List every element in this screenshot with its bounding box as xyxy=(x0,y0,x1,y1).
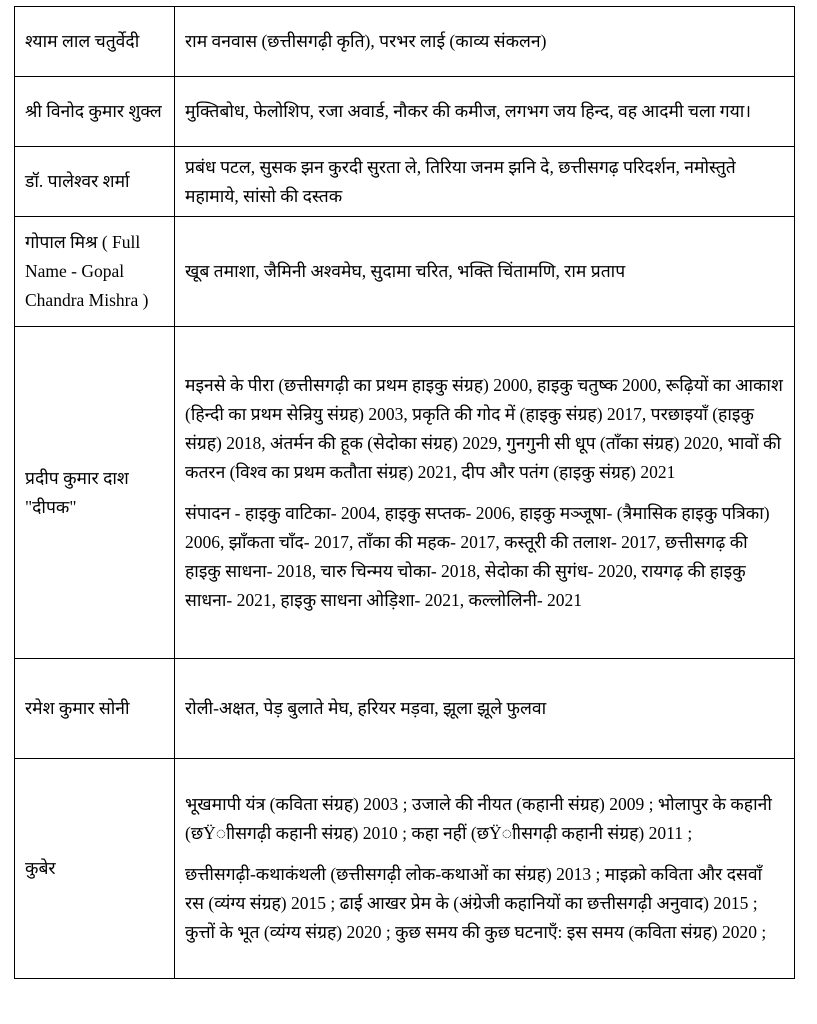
table-row xyxy=(15,77,795,147)
works-text: खूब तमाशा, जैमिनी अश्वमेघ, सुदामा चरित, भक्ति चिंतामणि, राम प्रताप xyxy=(185,261,626,281)
table-row xyxy=(15,327,795,659)
works-text: मुक्तिबोध, फेलोशिप, रजा अवार्ड, नौकर की कमीज, लगभग जय हिन्द, वह आदमी चला गया। xyxy=(185,101,751,121)
table-row xyxy=(15,147,795,217)
works-text: राम वनवास (छत्तीसगढ़ी कृति), परभर लाई (काव्य संकलन) xyxy=(185,31,547,51)
author-name: कुबेर xyxy=(15,759,175,979)
works-cell xyxy=(175,217,795,327)
table-row xyxy=(15,659,795,759)
author-name: श्री विनोद कुमार शुक्ल xyxy=(15,77,175,147)
works-text: मइनसे के पीरा (छत्तीसगढ़ी का प्रथम हाइकु संग्रह) 2000, हाइकु चतुष्क 2000, रूढ़ियों का आकाश (हिन्दी का प्रथम सेन्रियु संग्रह) 2003, प्रकृति की गोद में (हाइकु संग्रह) 2017, परछाइयाँ (हाइकु संग्रह) 2018, अंतर्मन की हूक (सेदोका संग्रह) 2029, गुनगुनी सी धूप (ताँका संग्रह) 2020, भावों की कतरन (विश्व का प्रथम कतौता संग्रह) 2021, दीप और पतंग (हाइकु संग्रह) 2021 xyxy=(185,374,783,482)
author-name: गोपाल मिश्र ( Full Name - Gopal Chandra Mishra ) xyxy=(15,217,175,327)
works-text: संपादन - हाइकु वाटिका- 2004, हाइकु सप्तक- 2006, हाइकु मञ्जूषा- (त्रैमासिक हाइकु पत्रिका) 2006, झाँकता चाँद- 2017, ताँका की महक- 2017, कस्तूरी की तलाश- 2017, छत्तीसगढ़ की हाइकु साधना- 2018, चारु चिन्मय चोका- 2018, सेदोका की सुगंध- 2020, रायगढ़ की हाइकु साधना- 2021, हाइकु साधना ओड़िशा- 2021, कल्लोलिनी- 2021 xyxy=(185,502,770,610)
works-cell xyxy=(175,327,795,659)
works-text: रोली-अक्षत, पेड़ बुलाते मेघ, हरियर मड़वा, झूला झूले फुलवा xyxy=(185,698,547,718)
works-cell xyxy=(175,147,795,217)
table-row xyxy=(15,7,795,77)
works-cell xyxy=(175,77,795,147)
works-cell xyxy=(175,659,795,759)
table-row xyxy=(15,217,795,327)
works-text: छत्तीसगढ़ी-कथाकंथली (छत्तीसगढ़ी लोक-कथाओं का संग्रह) 2013 ; माइक्रो कविता और दसवाँ रस (व्यंग्य संग्रह) 2015 ; ढाई आखर प्रेम के (अंग्रेजी कहानियों का छत्तीसगढ़ी अनुवाद) 2015 ; कुत्तों के भूत (व्यंग्य संग्रह) 2020 ; कुछ समय की कुछ घटनाएँ: इस समय (कविता संग्रह) 2020 ; xyxy=(185,864,767,942)
works-text: प्रबंध पटल, सुसक झन कुरदी सुरता ले, तिरिया जनम झनि दे, छत्तीसगढ़ परिदर्शन, नमोस्तुते महामाये, सांसो की दस्तक xyxy=(185,156,736,206)
author-name: रमेश कुमार सोनी xyxy=(15,659,175,759)
author-name: श्याम लाल चतुर्वेदी xyxy=(15,7,175,77)
works-cell xyxy=(175,759,795,979)
author-name: प्रदीप कुमार दाश "दीपक" xyxy=(15,327,175,659)
works-text: भूखमापी यंत्र (कविता संग्रह) 2003 ; उजाले की नीयत (कहानी संग्रह) 2009 ; भोलापुर के कहानी (छŸाीसगढ़ी कहानी संग्रह) 2010 ; कहा नहीं (छŸाीसगढ़ी कहानी संग्रह) 2011 ; xyxy=(185,794,772,843)
works-cell xyxy=(175,7,795,77)
author-name: डॉ. पालेश्वर शर्मा xyxy=(15,147,175,217)
table-row xyxy=(15,759,795,979)
author-works-table xyxy=(14,6,795,979)
